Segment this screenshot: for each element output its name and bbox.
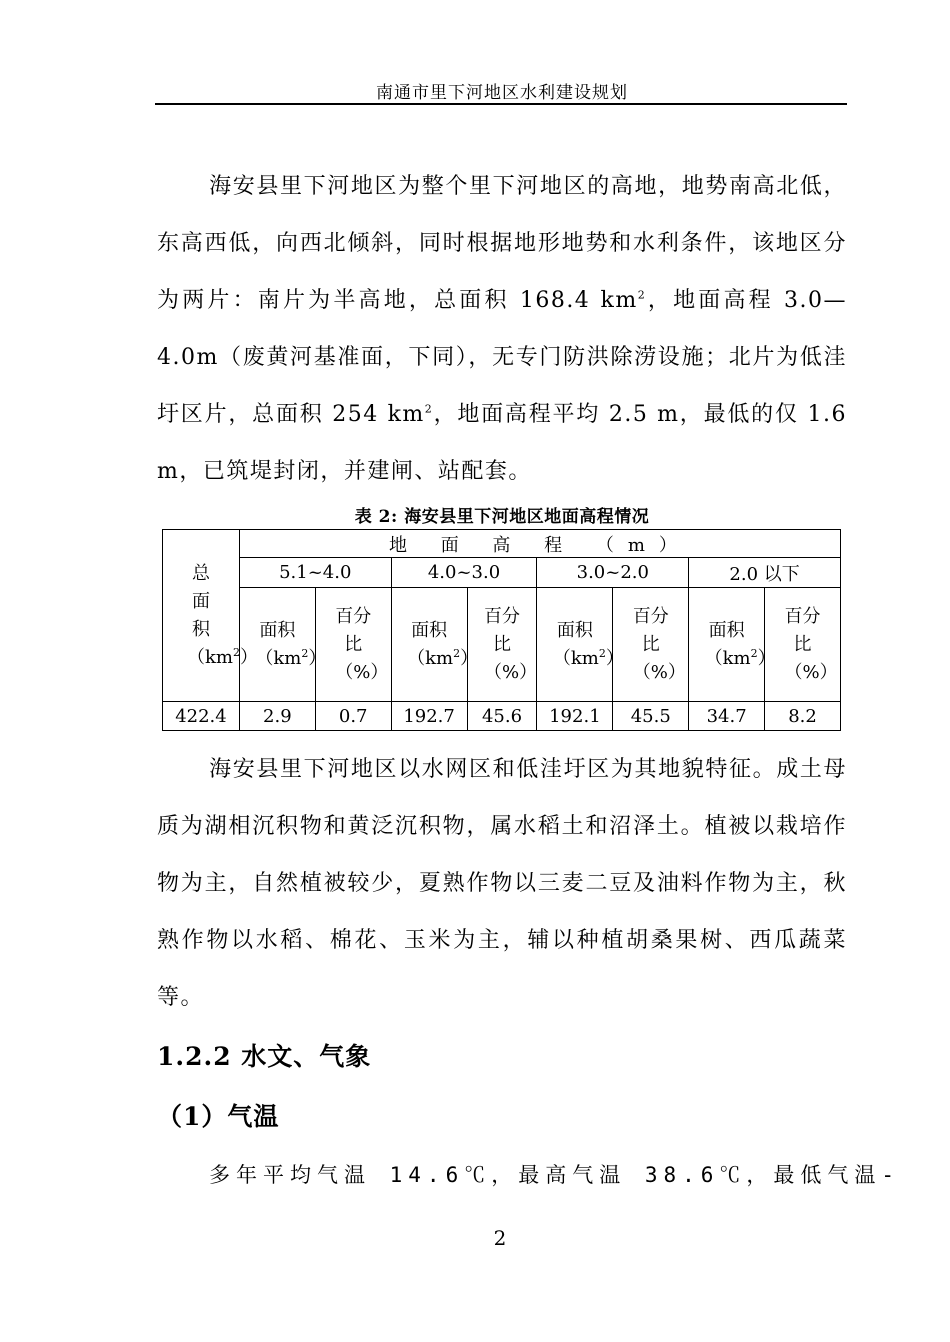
area-col-close: ） (605, 647, 624, 669)
paragraph-temperature: 多年平均气温 14.6℃，最高气温 38.6℃，最低气温- (209, 1163, 901, 1187)
total-area-label: 总面积（km (186, 562, 233, 668)
pct-col-close: ） (819, 661, 838, 683)
table-cell: 8.2 (765, 702, 841, 731)
header-rule (155, 103, 847, 105)
area-col-header (537, 588, 624, 702)
total-area-label-close: ） (239, 646, 258, 668)
range-header: 3.0~2.0 (537, 558, 689, 588)
section-heading: 1.2.2 水文、气象 (157, 1042, 372, 1071)
area-col-label: 面积（km (255, 619, 302, 669)
table-caption: 表 2: 海安县里下河地区地面高程情况 (354, 507, 650, 527)
table-cell: 2.9 (239, 702, 315, 731)
pct-col-label: 百分比（% (483, 605, 520, 683)
area-col-close: ） (757, 647, 776, 669)
superscript: 2 (301, 646, 309, 660)
table-cell: 34.7 (689, 702, 765, 731)
superscript: 2 (637, 288, 647, 302)
superscript: 2 (453, 646, 461, 660)
total-area-header (163, 530, 258, 702)
superscript: 2 (424, 402, 434, 416)
area-col-header (391, 588, 479, 702)
paragraph-terrain (157, 158, 847, 500)
paragraph-landform (157, 741, 847, 1026)
paragraph-terrain-part1: 海安县里下河地区为整个里下河地区的高地，地势南高北低，东高西低，向西北倾斜，同时根据地形地势和水利条件，该地区分为两片：南片为半高地，总面积 168.4 km (157, 174, 847, 313)
pct-col-header (613, 588, 689, 702)
pct-col-header (467, 588, 537, 702)
pct-col-header (315, 588, 391, 702)
table-cell: 45.6 (467, 702, 537, 731)
page-number: 2 (493, 1226, 507, 1250)
pct-col-close: ） (370, 661, 389, 683)
area-col-label: 面积（km (704, 619, 751, 669)
elevation-table (162, 529, 841, 731)
range-header: 2.0 以下 (689, 558, 841, 588)
range-header: 5.1~4.0 (239, 558, 391, 588)
table-cell-total: 422.4 (163, 702, 240, 731)
pct-col-header (765, 588, 841, 702)
paragraph-landform-text: 海安县里下河地区以水网区和低洼圩区为其地貌特征。成土母质为湖相沉积物和黄泛沉积物，属水稻土和沼泽土。植被以栽培作物为主，自然植被较少，夏熟作物以三麦二豆及油料作物为主，秋熟作物以水稻、棉花、玉米为主，辅以种植胡桑果树、西瓜蔬菜等。 (157, 757, 847, 1010)
pct-col-label: 百分比（% (784, 605, 821, 683)
paragraph-terrain-part2: ，地面高程 3.0—4.0m（废黄河基准面，下同），无专门防洪除涝设施；北片为低洼圩区片，总面积 254 km (157, 288, 847, 427)
table-cell: 192.1 (537, 702, 613, 731)
elevation-header (239, 530, 840, 558)
area-col-header (689, 588, 776, 702)
paragraph-terrain-part3: ，地面高程平均 2.5 m，最低的仅 1.6 m，已筑堤封闭，并建闸、站配套。 (157, 402, 848, 484)
running-header: 南通市里下河地区水利建设规划 (376, 83, 628, 103)
pct-col-close: ） (519, 661, 538, 683)
pct-col-close: ） (667, 661, 686, 683)
pct-col-label: 百分比（% (335, 605, 372, 683)
table-cell: 192.7 (391, 702, 467, 731)
superscript: 2 (750, 646, 758, 660)
superscript: 2 (598, 646, 606, 660)
subsection-heading: （1）气温 (157, 1102, 280, 1131)
superscript: 2 (232, 645, 240, 659)
range-header: 4.0~3.0 (391, 558, 537, 588)
pct-col-label: 百分比（% (632, 605, 669, 683)
area-col-label: 面积（km (552, 619, 599, 669)
elevation-header-label: 地 面 高 程 （m） (388, 534, 691, 556)
area-col-header (239, 588, 327, 702)
area-col-close: ） (460, 647, 479, 669)
area-col-label: 面积（km (407, 619, 454, 669)
area-col-close: ） (308, 647, 327, 669)
table-cell: 0.7 (315, 702, 391, 731)
table-cell: 45.5 (613, 702, 689, 731)
